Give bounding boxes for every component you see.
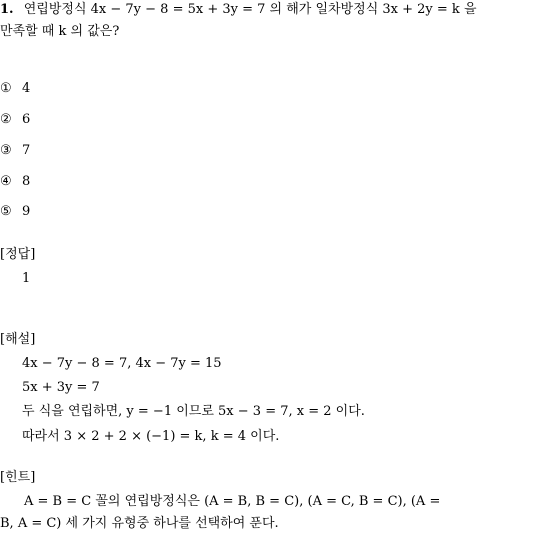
choice-value-1: 4 [22, 81, 31, 96]
explanation-label: [해설] [0, 332, 36, 347]
explanation-line-1: 4x − 7y − 8 = 7, 4x − 7y = 15 [22, 356, 222, 371]
question-line-1 [0, 0, 477, 20]
choice-mark-2: ② [0, 112, 12, 127]
choice-item-3[interactable] [0, 141, 30, 161]
hint-line-2: B, A = C) 세 가지 유형중 하나를 선택하여 푼다. [0, 516, 279, 531]
choice-mark-3: ③ [0, 143, 12, 158]
question-text-line-2: 만족할 때 k 의 값은? [0, 24, 120, 39]
choice-item-4[interactable] [0, 172, 30, 192]
question-number: 1. [0, 2, 14, 17]
choice-value-2: 6 [22, 112, 31, 127]
choice-mark-1: ① [0, 81, 12, 96]
choice-mark-5: ⑤ [0, 204, 12, 219]
explanation-line-3: 두 식을 연립하면, y = −1 이므로 5x − 3 = 7, x = 2 이다. [22, 404, 365, 419]
choice-mark-4: ④ [0, 174, 12, 189]
choice-item-1[interactable] [0, 79, 30, 99]
answer-label: [정답] [0, 247, 36, 262]
question-line-2 [0, 22, 119, 42]
explanation-line-4: 따라서 3 × 2 + 2 × (−1) = k, k = 4 이다. [22, 429, 280, 444]
answer-value: 1 [22, 271, 31, 286]
choice-value-5: 9 [22, 204, 31, 219]
hint-line-1: A = B = C 꼴의 연립방정식은 (A = B, B = C), (A = C, B = C), (A = [24, 494, 441, 509]
question-text-line-1: 연립방정식 4x − 7y − 8 = 5x + 3y = 7 의 해가 일차방정식 3x + 2y = k 을 [23, 2, 477, 17]
choice-value-3: 7 [22, 143, 31, 158]
hint-label: [힌트] [0, 470, 36, 485]
explanation-line-2: 5x + 3y = 7 [22, 380, 100, 395]
choice-item-2[interactable] [0, 110, 30, 130]
choice-item-5[interactable] [0, 202, 30, 222]
choice-value-4: 8 [22, 174, 31, 189]
